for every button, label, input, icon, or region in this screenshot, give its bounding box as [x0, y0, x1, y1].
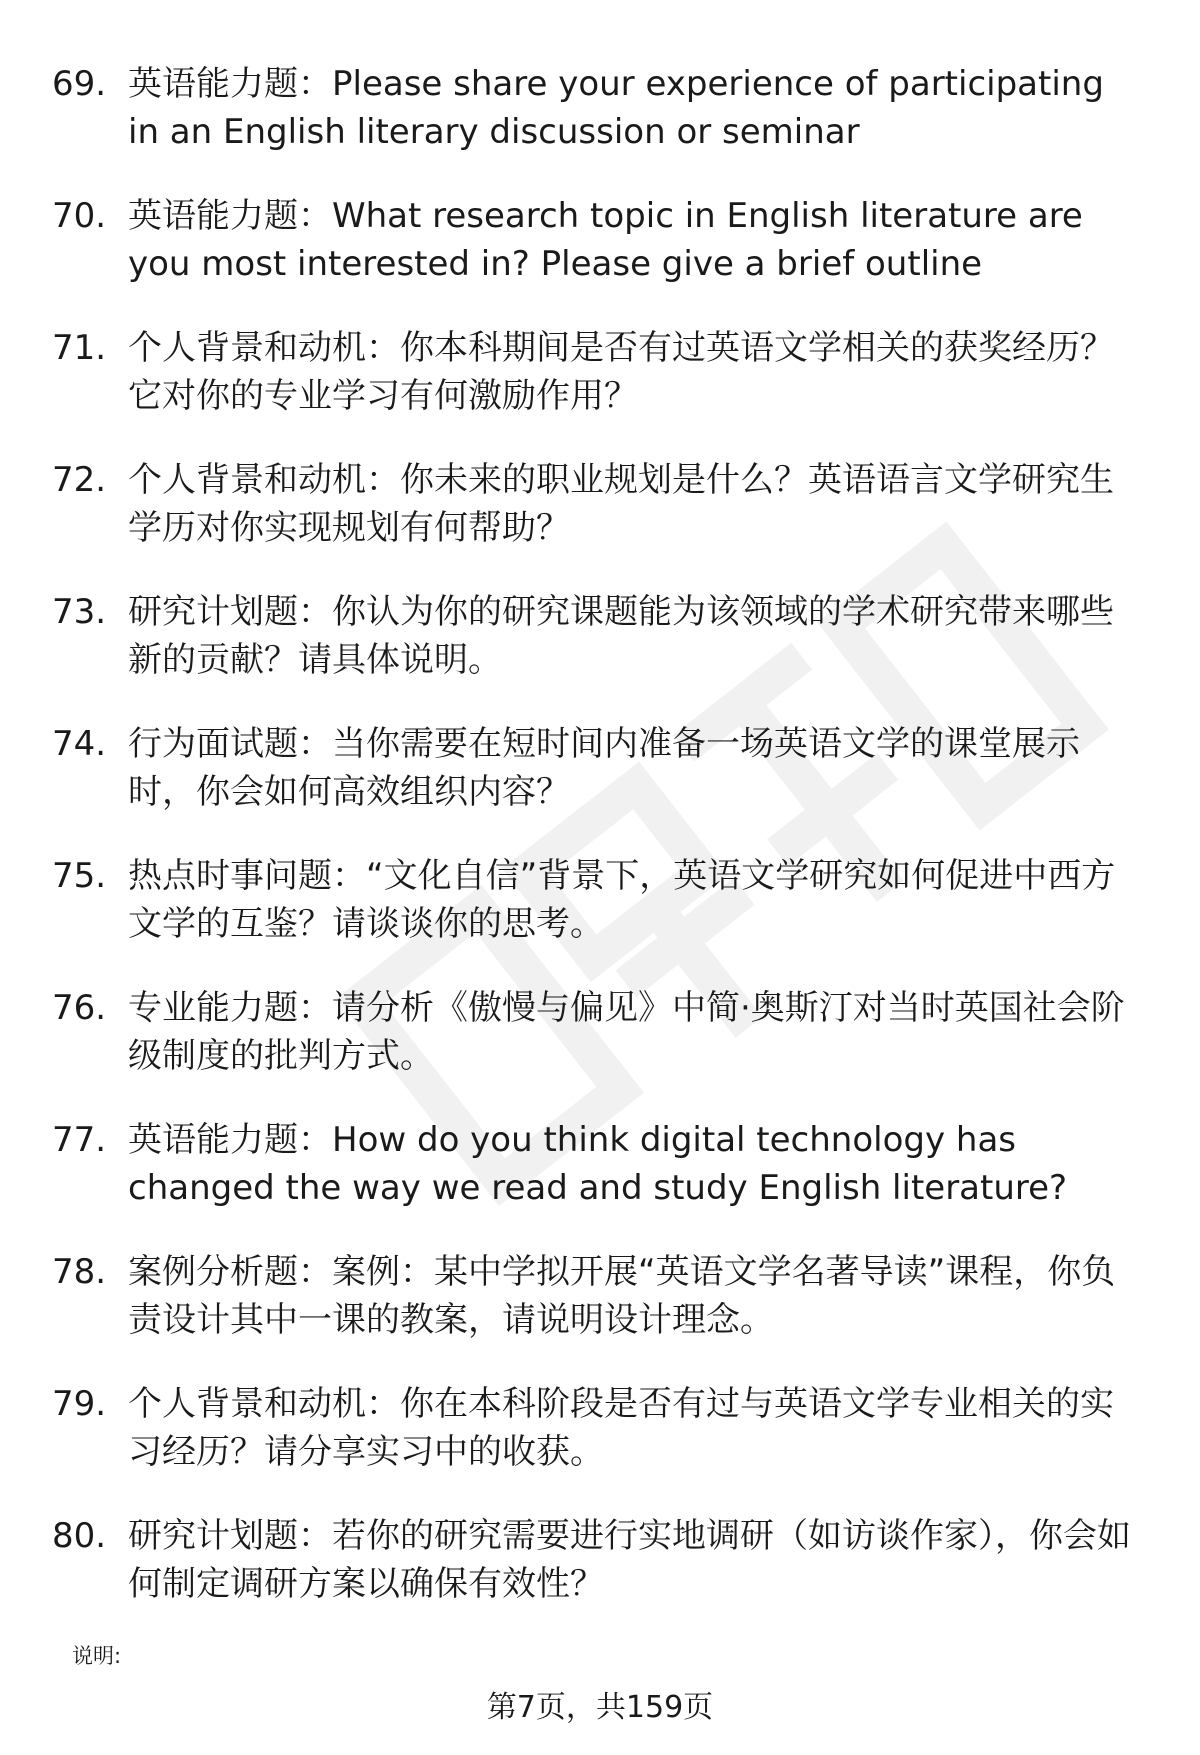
question-number: 75. [52, 856, 107, 896]
question-text: 研究计划题：若你的研究需要进行实地调研（如访谈作家），你会如何制定调研方案以确保有效性？ [128, 1516, 1131, 1604]
question-number: 70. [52, 196, 107, 236]
question-item [0, 852, 1200, 984]
question-item [0, 60, 1200, 192]
question-list [0, 60, 1200, 1644]
question-text: 案例分析题：案例：某中学拟开展“英语文学名著导读”课程，你负责设计其中一课的教案，请说明设计理念。 [128, 1252, 1116, 1340]
question-text: 英语能力题：How do you think digital technology has changed the way we read and study English literature? [128, 1120, 1068, 1208]
page-footer: 第7页，共159页 [486, 1690, 714, 1725]
question-text: 行为面试题：当你需要在短时间内准备一场英语文学的课堂展示时，你会如何高效组织内容？ [128, 724, 1080, 812]
question-item [0, 1116, 1200, 1248]
question-text: 研究计划题：你认为你的研究课题能为该领域的学术研究带来哪些新的贡献？请具体说明。 [128, 592, 1114, 680]
question-item [0, 984, 1200, 1116]
question-text: 英语能力题：Please share your experience of participating in an English literary discussion or seminar [128, 64, 1104, 152]
question-text: 专业能力题：请分析《傲慢与偏见》中简·奥斯汀对当时英国社会阶级制度的批判方式。 [128, 988, 1125, 1076]
question-number: 76. [52, 988, 107, 1028]
question-text: 热点时事问题：“文化自信”背景下，英语文学研究如何促进中西方文学的互鉴？请谈谈你的思考。 [128, 856, 1116, 944]
question-item [0, 456, 1200, 588]
question-item [0, 192, 1200, 324]
question-number: 73. [52, 592, 107, 632]
question-item [0, 1380, 1200, 1512]
question-text: 个人背景和动机：你本科期间是否有过英语文学相关的获奖经历？它对你的专业学习有何激励作用？ [128, 328, 1114, 416]
question-number: 72. [52, 460, 107, 500]
question-number: 71. [52, 328, 107, 368]
question-text: 个人背景和动机：你在本科阶段是否有过与英语文学专业相关的实习经历？请分享实习中的收获。 [128, 1384, 1114, 1472]
question-number: 74. [52, 724, 107, 764]
question-number: 78. [52, 1252, 107, 1292]
question-number: 80. [52, 1516, 107, 1556]
question-number: 69. [52, 64, 107, 104]
question-item [0, 324, 1200, 456]
question-text: 英语能力题：What research topic in English literature are you most interested in? Please give a brief outline [128, 196, 1083, 284]
question-number: 79. [52, 1384, 107, 1424]
question-text: 个人背景和动机：你未来的职业规划是什么？英语语言文学研究生学历对你实现规划有何帮助？ [128, 460, 1114, 548]
question-item [0, 588, 1200, 720]
question-item [0, 1248, 1200, 1380]
question-number: 77. [52, 1120, 107, 1160]
question-item [0, 1512, 1200, 1644]
note-label: 说明: [72, 1644, 122, 1668]
question-item [0, 720, 1200, 852]
